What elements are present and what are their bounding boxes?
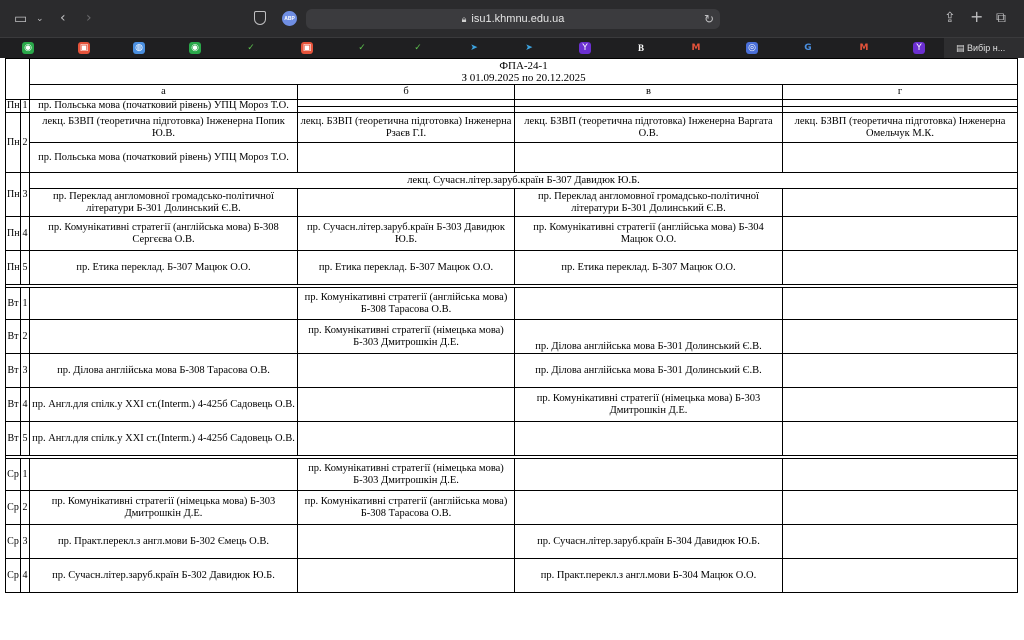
lesson-number: 4 [21, 559, 30, 593]
shield-icon[interactable] [254, 11, 266, 25]
page-content [0, 58, 1024, 640]
lesson-cell: лекц. БЗВП (теоретична підготовка) Інженерна Варгата О.В. [515, 113, 783, 143]
empty-cell [783, 525, 1018, 559]
check-icon[interactable]: ✓ [358, 43, 366, 53]
lesson-number: 1 [21, 459, 30, 491]
group-name: ФПА-24-1 [499, 59, 548, 72]
sidebar-toggle-icon[interactable]: ▭ [14, 11, 28, 27]
lesson-cell: пр. Ділова англійська мова Б-301 Долинський Є.В. [515, 354, 783, 388]
empty-cell [298, 422, 515, 456]
empty-cell [783, 288, 1018, 320]
document-icon: ▤ [956, 44, 965, 54]
empty-cell [783, 491, 1018, 525]
check-icon[interactable]: ✓ [247, 43, 255, 53]
lesson-cell: пр. Етика переклад. Б-307 Мацюк О.О. [298, 251, 515, 285]
globe-icon[interactable]: ◎ [746, 42, 758, 54]
day-label: Ср [6, 559, 21, 593]
yahoo-icon[interactable]: Y [579, 42, 591, 54]
adblock-icon[interactable]: ABP [282, 11, 297, 26]
lesson-number: 5 [21, 251, 30, 285]
lesson-number: 3 [21, 525, 30, 559]
empty-cell [298, 559, 515, 593]
lesson-cell: пр. Комунікативні стратегії (німецька мова) Б-303 Дмитрошкін Д.Е. [30, 491, 298, 525]
day-label: Вт [6, 320, 21, 354]
empty-cell [783, 217, 1018, 251]
schedule-header [30, 59, 1018, 85]
lesson-number: 2 [21, 491, 30, 525]
day-label: Ср [6, 491, 21, 525]
empty-cell [515, 143, 783, 173]
lesson-cell: пр. Комунікативні стратегії (англійська мова) Б-304 Мацюк О.О. [515, 217, 783, 251]
tab-overview-icon[interactable]: ⧉ [996, 10, 1006, 26]
empty-cell [783, 143, 1018, 173]
empty-cell [783, 388, 1018, 422]
telegram-icon[interactable]: ➤ [525, 43, 533, 53]
lesson-number: 2 [21, 320, 30, 354]
planet-icon[interactable]: ◍ [133, 42, 145, 54]
lesson-cell: пр. Практ.перекл.з англ.мови Б-302 Ємець О.В. [30, 525, 298, 559]
empty-cell [298, 388, 515, 422]
period: З 01.09.2025 по 20.12.2025 [461, 71, 586, 84]
green-circle-icon[interactable]: ◉ [22, 42, 34, 54]
lesson-cell: пр. Переклад англомовної громадсько-політичної літератури Б-301 Долинський Є.В. [515, 189, 783, 217]
share-icon[interactable]: ⇪ [944, 10, 956, 26]
subgroup-c: в [515, 85, 783, 100]
empty-cell [783, 354, 1018, 388]
day-label: Ср [6, 459, 21, 491]
url-text: isu1.khmnu.edu.ua [471, 13, 565, 25]
corner-cell [6, 59, 30, 100]
lesson-cell: пр. Комунікативні стратегії (німецька мова) Б-303 Дмитрошкін Д.Е. [515, 388, 783, 422]
empty-cell [783, 189, 1018, 217]
lesson-number: 4 [21, 217, 30, 251]
day-label: Вт [6, 388, 21, 422]
lesson-cell: пр. Етика переклад. Б-307 Мацюк О.О. [30, 251, 298, 285]
subgroup-a: а [30, 85, 298, 100]
day-label: Ср [6, 525, 21, 559]
new-tab-icon[interactable]: + [970, 7, 984, 26]
lesson-cell: пр. Сучасн.літер.заруб.країн Б-303 Давидюк Ю.Б. [298, 217, 515, 251]
day-label: Вт [6, 354, 21, 388]
lesson-cell: пр. Сучасн.літер.заруб.країн Б-302 Давидюк Ю.Б. [30, 559, 298, 593]
empty-cell [30, 459, 298, 491]
lesson-cell: пр. Практ.перекл.з англ.мови Б-304 Мацюк О.О. [515, 559, 783, 593]
day-label: Пн [6, 113, 21, 173]
empty-cell [515, 459, 783, 491]
empty-cell [30, 288, 298, 320]
lesson-cell: пр. Комунікативні стратегії (англійська мова) Б-308 Тарасова О.В. [298, 491, 515, 525]
day-label: Вт [6, 422, 21, 456]
lock-icon: 🔒︎ [461, 13, 467, 24]
empty-cell [515, 288, 783, 320]
empty-cell [783, 459, 1018, 491]
favorites-bar [0, 37, 1024, 59]
b-letter-icon[interactable]: B [637, 43, 644, 53]
lesson-cell: пр. Польська мова (початковий рівень) УПЦ Мороз Т.О. [30, 143, 298, 173]
chevron-down-icon[interactable]: ⌄ [36, 14, 44, 24]
day-label: Пн [6, 173, 21, 217]
day-label: Пн [7, 100, 20, 111]
lesson-cell: пр. Комунікативні стратегії (німецька мова) Б-303 Дмитрошкін Д.Е. [298, 320, 515, 354]
reload-icon[interactable]: ↻ [703, 12, 714, 26]
empty-cell [783, 422, 1018, 456]
lesson-cell: пр. Комунікативні стратегії (німецька мова) Б-303 Дмитрошкін Д.Е. [298, 459, 515, 491]
empty-cell [515, 491, 783, 525]
day-label: Вт [6, 288, 21, 320]
empty-cell [298, 525, 515, 559]
lesson-number: 1 [22, 100, 28, 111]
check-icon[interactable]: ✓ [414, 43, 422, 53]
gmail-icon[interactable]: M [859, 43, 869, 53]
tab-active[interactable] [944, 38, 1024, 59]
lesson-cell: лекц. БЗВП (теоретична підготовка) Інженерна Рзаєв Г.І. [298, 113, 515, 143]
address-bar[interactable] [306, 9, 720, 29]
lesson-cell: пр. Ділова англійська мова Б-308 Тарасова О.В. [30, 354, 298, 388]
lesson-cell: лекц. БЗВП (теоретична підготовка) Інженерна Омельчук М.К. [783, 113, 1018, 143]
lesson-cell: пр. Комунікативні стратегії (англійська мова) Б-308 Тарасова О.В. [298, 288, 515, 320]
lesson-cell: лекц. БЗВП (теоретична підготовка) Інженерна Попик Ю.В. [30, 113, 298, 143]
day-label: Пн [6, 217, 21, 251]
empty-cell [298, 143, 515, 173]
lesson-cell: пр. Ділова англійська мова Б-301 Долинський Є.В. [515, 320, 783, 354]
subgroup-d: г [783, 85, 1018, 100]
lesson-number: 3 [21, 354, 30, 388]
yahoo-icon[interactable]: Y [913, 42, 925, 54]
back-icon[interactable]: ‹ [60, 10, 66, 26]
lesson-cell: лекц. Сучасн.літер.заруб.країн Б-307 Давидюк Ю.Б. [30, 173, 1018, 189]
gmail-icon[interactable]: M [691, 43, 701, 53]
lesson-cell: пр. Переклад англомовної громадсько-політичної літератури Б-301 Долинський Є.В. [30, 189, 298, 217]
empty-cell [298, 354, 515, 388]
empty-cell [515, 422, 783, 456]
photo-icon[interactable]: ▣ [302, 43, 312, 53]
google-icon[interactable]: G [804, 43, 812, 53]
lesson-cell: пр. Сучасн.літер.заруб.країн Б-304 Давидюк Ю.Б. [515, 525, 783, 559]
day-label: Пн [6, 251, 21, 285]
lesson-cell: пр. Комунікативні стратегії (англійська мова) Б-308 Сергєєва О.В. [30, 217, 298, 251]
empty-cell [30, 320, 298, 354]
telegram-icon[interactable]: ➤ [470, 43, 478, 53]
lesson-cell: пр. Англ.для спілк.у XXI ст.(Interm.) 4-425б Садовець О.В. [30, 422, 298, 456]
lesson-number: 4 [21, 388, 30, 422]
tab-title: Вибір н... [967, 43, 1006, 53]
lesson-cell: пр. Англ.для спілк.у XXI ст.(Interm.) 4-425б Садовець О.В. [30, 388, 298, 422]
schedule-table [5, 58, 1018, 593]
empty-cell [783, 251, 1018, 285]
lesson-cell: пр. Етика переклад. Б-307 Мацюк О.О. [515, 251, 783, 285]
forward-icon[interactable]: › [86, 10, 92, 26]
lesson-number: 5 [21, 422, 30, 456]
empty-cell [298, 189, 515, 217]
browser-toolbar [0, 0, 1024, 37]
photo-icon[interactable]: ▣ [79, 43, 89, 53]
green-circle-icon[interactable]: ◉ [189, 42, 201, 54]
lesson-number: 2 [21, 113, 30, 173]
empty-cell [783, 559, 1018, 593]
subgroup-b: б [298, 85, 515, 100]
empty-cell [783, 320, 1018, 354]
lesson-cell: пр. Польська мова (початковий рівень) УПЦ Мороз Т.О. [30, 100, 298, 113]
lesson-number: 1 [21, 288, 30, 320]
lesson-number: 3 [21, 173, 30, 217]
